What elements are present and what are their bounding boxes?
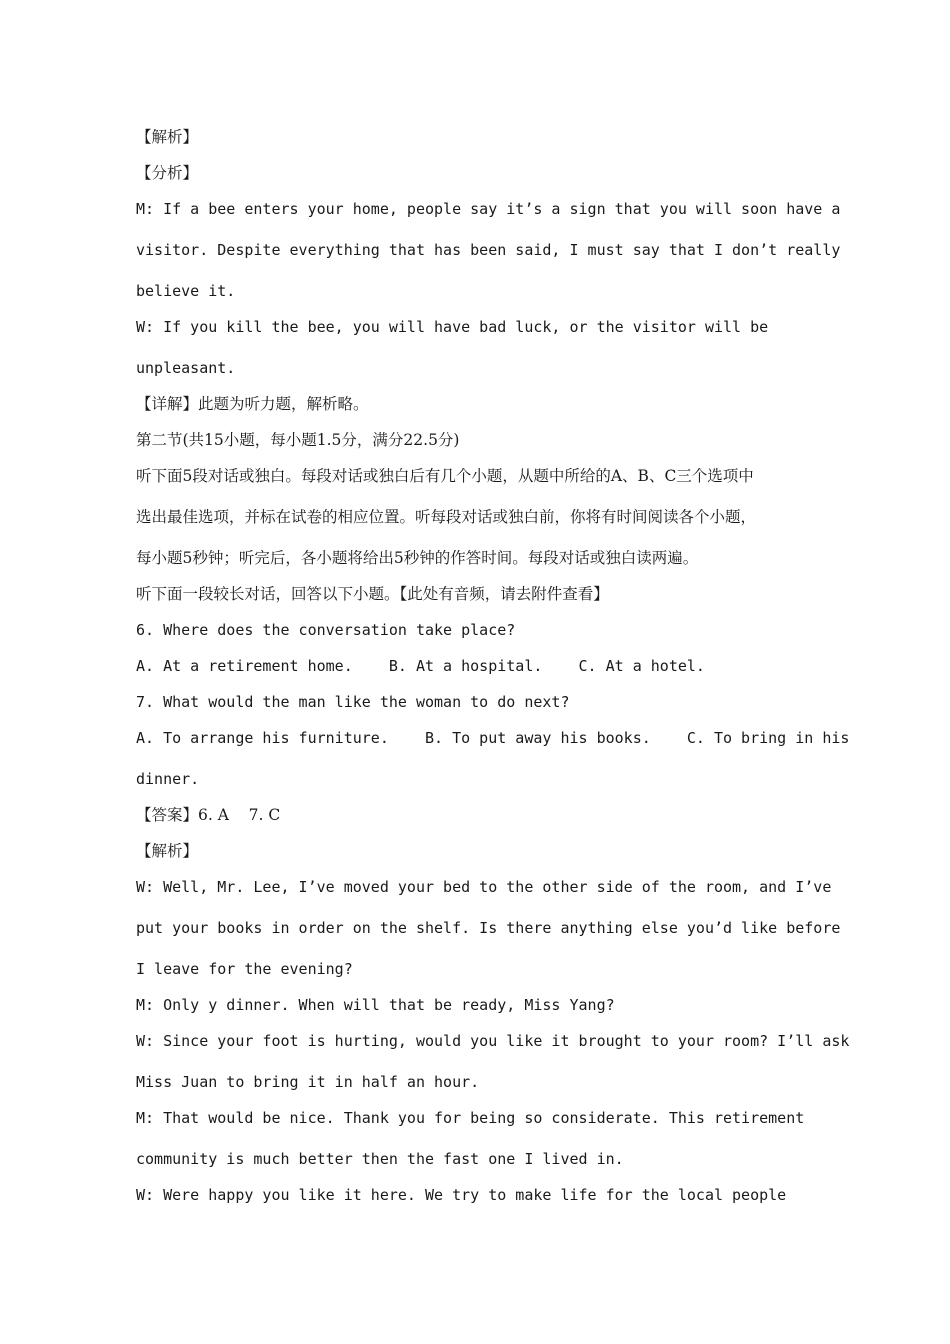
transcript-line: M: If a bee enters your home, people say it’s a sign that you will soon have a xyxy=(136,200,841,218)
question-7: 7. What would the man like the woman to do next? xyxy=(136,693,570,711)
question-7-options-cont: dinner. xyxy=(136,770,200,788)
instructions-line: 选出最佳选项，并标在试卷的相应位置。听每段对话或独白前，你将有时间阅读各个小题， xyxy=(136,508,757,526)
audio-note: 听下面一段较长对话，回答以下小题。【此处有音频，请去附件查看】 xyxy=(136,585,609,603)
heading-analysis: 【解析】 xyxy=(136,128,199,146)
transcript-line: W: If you kill the bee, you will have bad luck, or the visitor will be xyxy=(136,318,769,336)
answer-line: 【答案】6. A 7. C xyxy=(136,806,281,824)
transcript-line: visitor. Despite everything that has been said, I must say that I don’t really xyxy=(136,241,841,259)
question-6: 6. Where does the conversation take place? xyxy=(136,621,516,639)
transcript-line: put your books in order on the shelf. Is there anything else you’d like before xyxy=(136,919,841,937)
question-7-options: A. To arrange his furniture. B. To put away his books. C. To bring in his xyxy=(136,729,850,747)
instructions-line: 每小题5秒钟；听完后，各小题将给出5秒钟的作答时间。每段对话或独白读两遍。 xyxy=(136,549,699,567)
heading-fenxi: 【分析】 xyxy=(136,164,199,182)
instructions-line: 听下面5段对话或独白。每段对话或独白后有几个小题，从题中所给的A、B、C三个选项中 xyxy=(136,467,754,485)
transcript-line: community is much better then the fast one I lived in. xyxy=(136,1150,624,1168)
detail-note: 【详解】此题为听力题，解析略。 xyxy=(136,395,369,413)
transcript-line: believe it. xyxy=(136,282,236,300)
transcript-line: M: Only y dinner. When will that be ready, Miss Yang? xyxy=(136,996,615,1014)
section-title: 第二节(共15小题，每小题1.5分，满分22.5分) xyxy=(136,431,460,449)
question-6-options: A. At a retirement home. B. At a hospital. C. At a hotel. xyxy=(136,657,705,675)
transcript-line: W: Well, Mr. Lee, I’ve moved your bed to the other side of the room, and I’ve xyxy=(136,878,832,896)
heading-analysis-2: 【解析】 xyxy=(136,842,199,860)
transcript-line: Miss Juan to bring it in half an hour. xyxy=(136,1073,480,1091)
transcript-line: W: Were happy you like it here. We try to make life for the local people xyxy=(136,1186,787,1204)
transcript-line: W: Since your foot is hurting, would you like it brought to your room? I’ll ask xyxy=(136,1032,850,1050)
transcript-line: M: That would be nice. Thank you for being so considerate. This retirement xyxy=(136,1109,805,1127)
transcript-line: I leave for the evening? xyxy=(136,960,353,978)
transcript-line: unpleasant. xyxy=(136,359,236,377)
